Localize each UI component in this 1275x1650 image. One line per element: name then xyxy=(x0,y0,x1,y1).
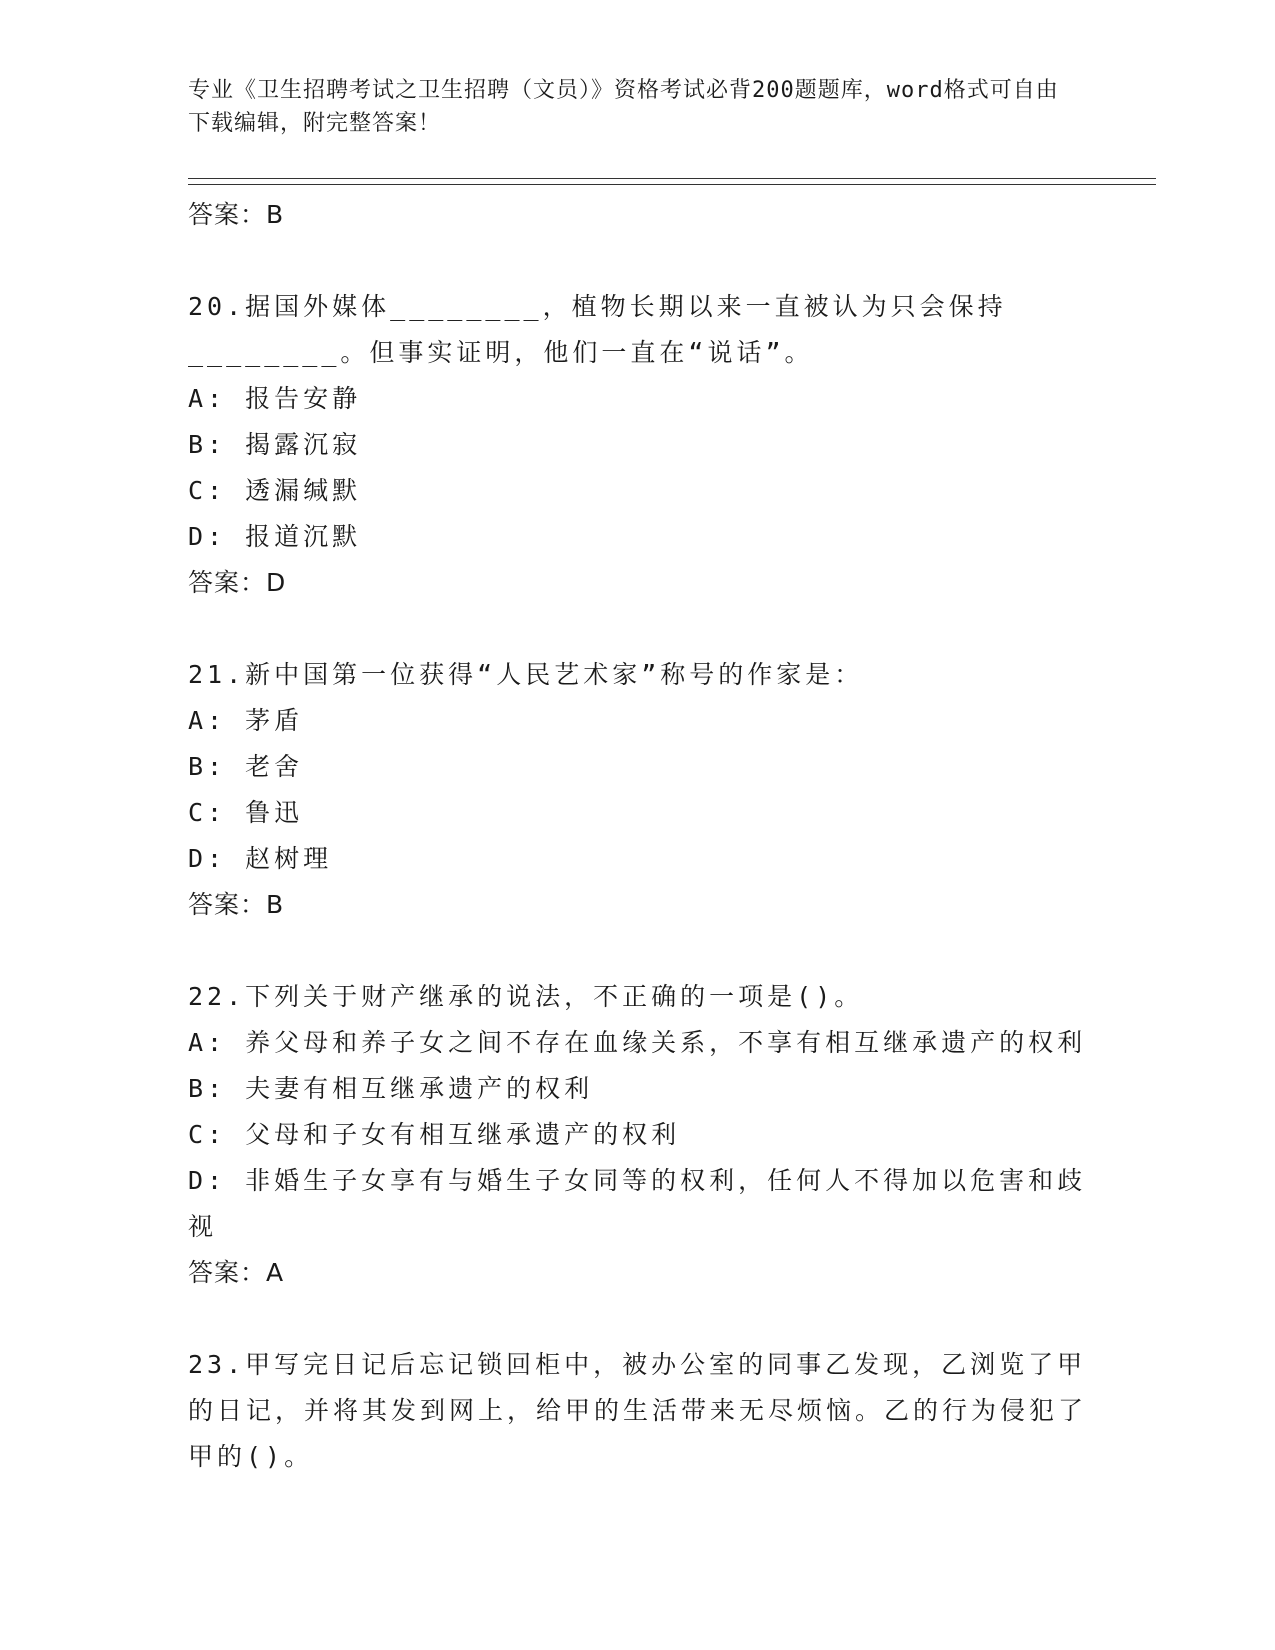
question-stem: 20.据国外媒体________，植物长期以来一直被认为只会保持________。但事实证明，他们一直在“说话”。 xyxy=(188,292,1007,367)
spacer xyxy=(188,606,1088,652)
question-21 xyxy=(188,652,1088,928)
option-b: B: 夫妻有相互继承遗产的权利 xyxy=(188,1074,594,1103)
header-divider xyxy=(188,178,1156,179)
option-b: B: 揭露沉寂 xyxy=(188,430,362,459)
question-list xyxy=(188,192,1088,1480)
spacer xyxy=(188,928,1088,974)
answer: 答案：D xyxy=(188,568,287,597)
question-20 xyxy=(188,284,1088,606)
option-a: A: 养父母和养子女之间不存在血缘关系，不享有相互继承遗产的权利 xyxy=(188,1028,1087,1057)
option-b: B: 老舍 xyxy=(188,752,304,781)
question-22 xyxy=(188,974,1088,1296)
document-title: 专业《卫生招聘考试之卫生招聘（文员）》资格考试必背200题题库，word格式可自由下载编辑，附完整答案！ xyxy=(188,78,1059,136)
spacer xyxy=(188,238,1088,284)
page-header xyxy=(188,74,1068,140)
question-stem: 21.新中国第一位获得“人民艺术家”称号的作家是： xyxy=(188,660,864,689)
answer: 答案：B xyxy=(188,890,285,919)
question-stem: 22.下列关于财产继承的说法，不正确的一项是()。 xyxy=(188,982,864,1011)
header-divider-double xyxy=(188,184,1156,185)
option-a: A: 报告安静 xyxy=(188,384,362,413)
question-stem: 23.甲写完日记后忘记锁回柜中，被办公室的同事乙发现，乙浏览了甲的日记，并将其发到网上，给甲的生活带来无尽烦恼。乙的行为侵犯了甲的()。 xyxy=(188,1350,1088,1471)
option-d: D: 非婚生子女享有与婚生子女同等的权利，任何人不得加以危害和歧视 xyxy=(188,1166,1087,1241)
option-d: D: 报道沉默 xyxy=(188,522,362,551)
option-c: C: 鲁迅 xyxy=(188,798,304,827)
previous-answer: 答案：B xyxy=(188,200,285,229)
option-d: D: 赵树理 xyxy=(188,844,333,873)
option-a: A: 茅盾 xyxy=(188,706,304,735)
spacer xyxy=(188,1296,1088,1342)
answer: 答案：A xyxy=(188,1258,285,1287)
option-c: C: 父母和子女有相互继承遗产的权利 xyxy=(188,1120,681,1149)
question-23 xyxy=(188,1342,1088,1480)
option-c: C: 透漏缄默 xyxy=(188,476,362,505)
